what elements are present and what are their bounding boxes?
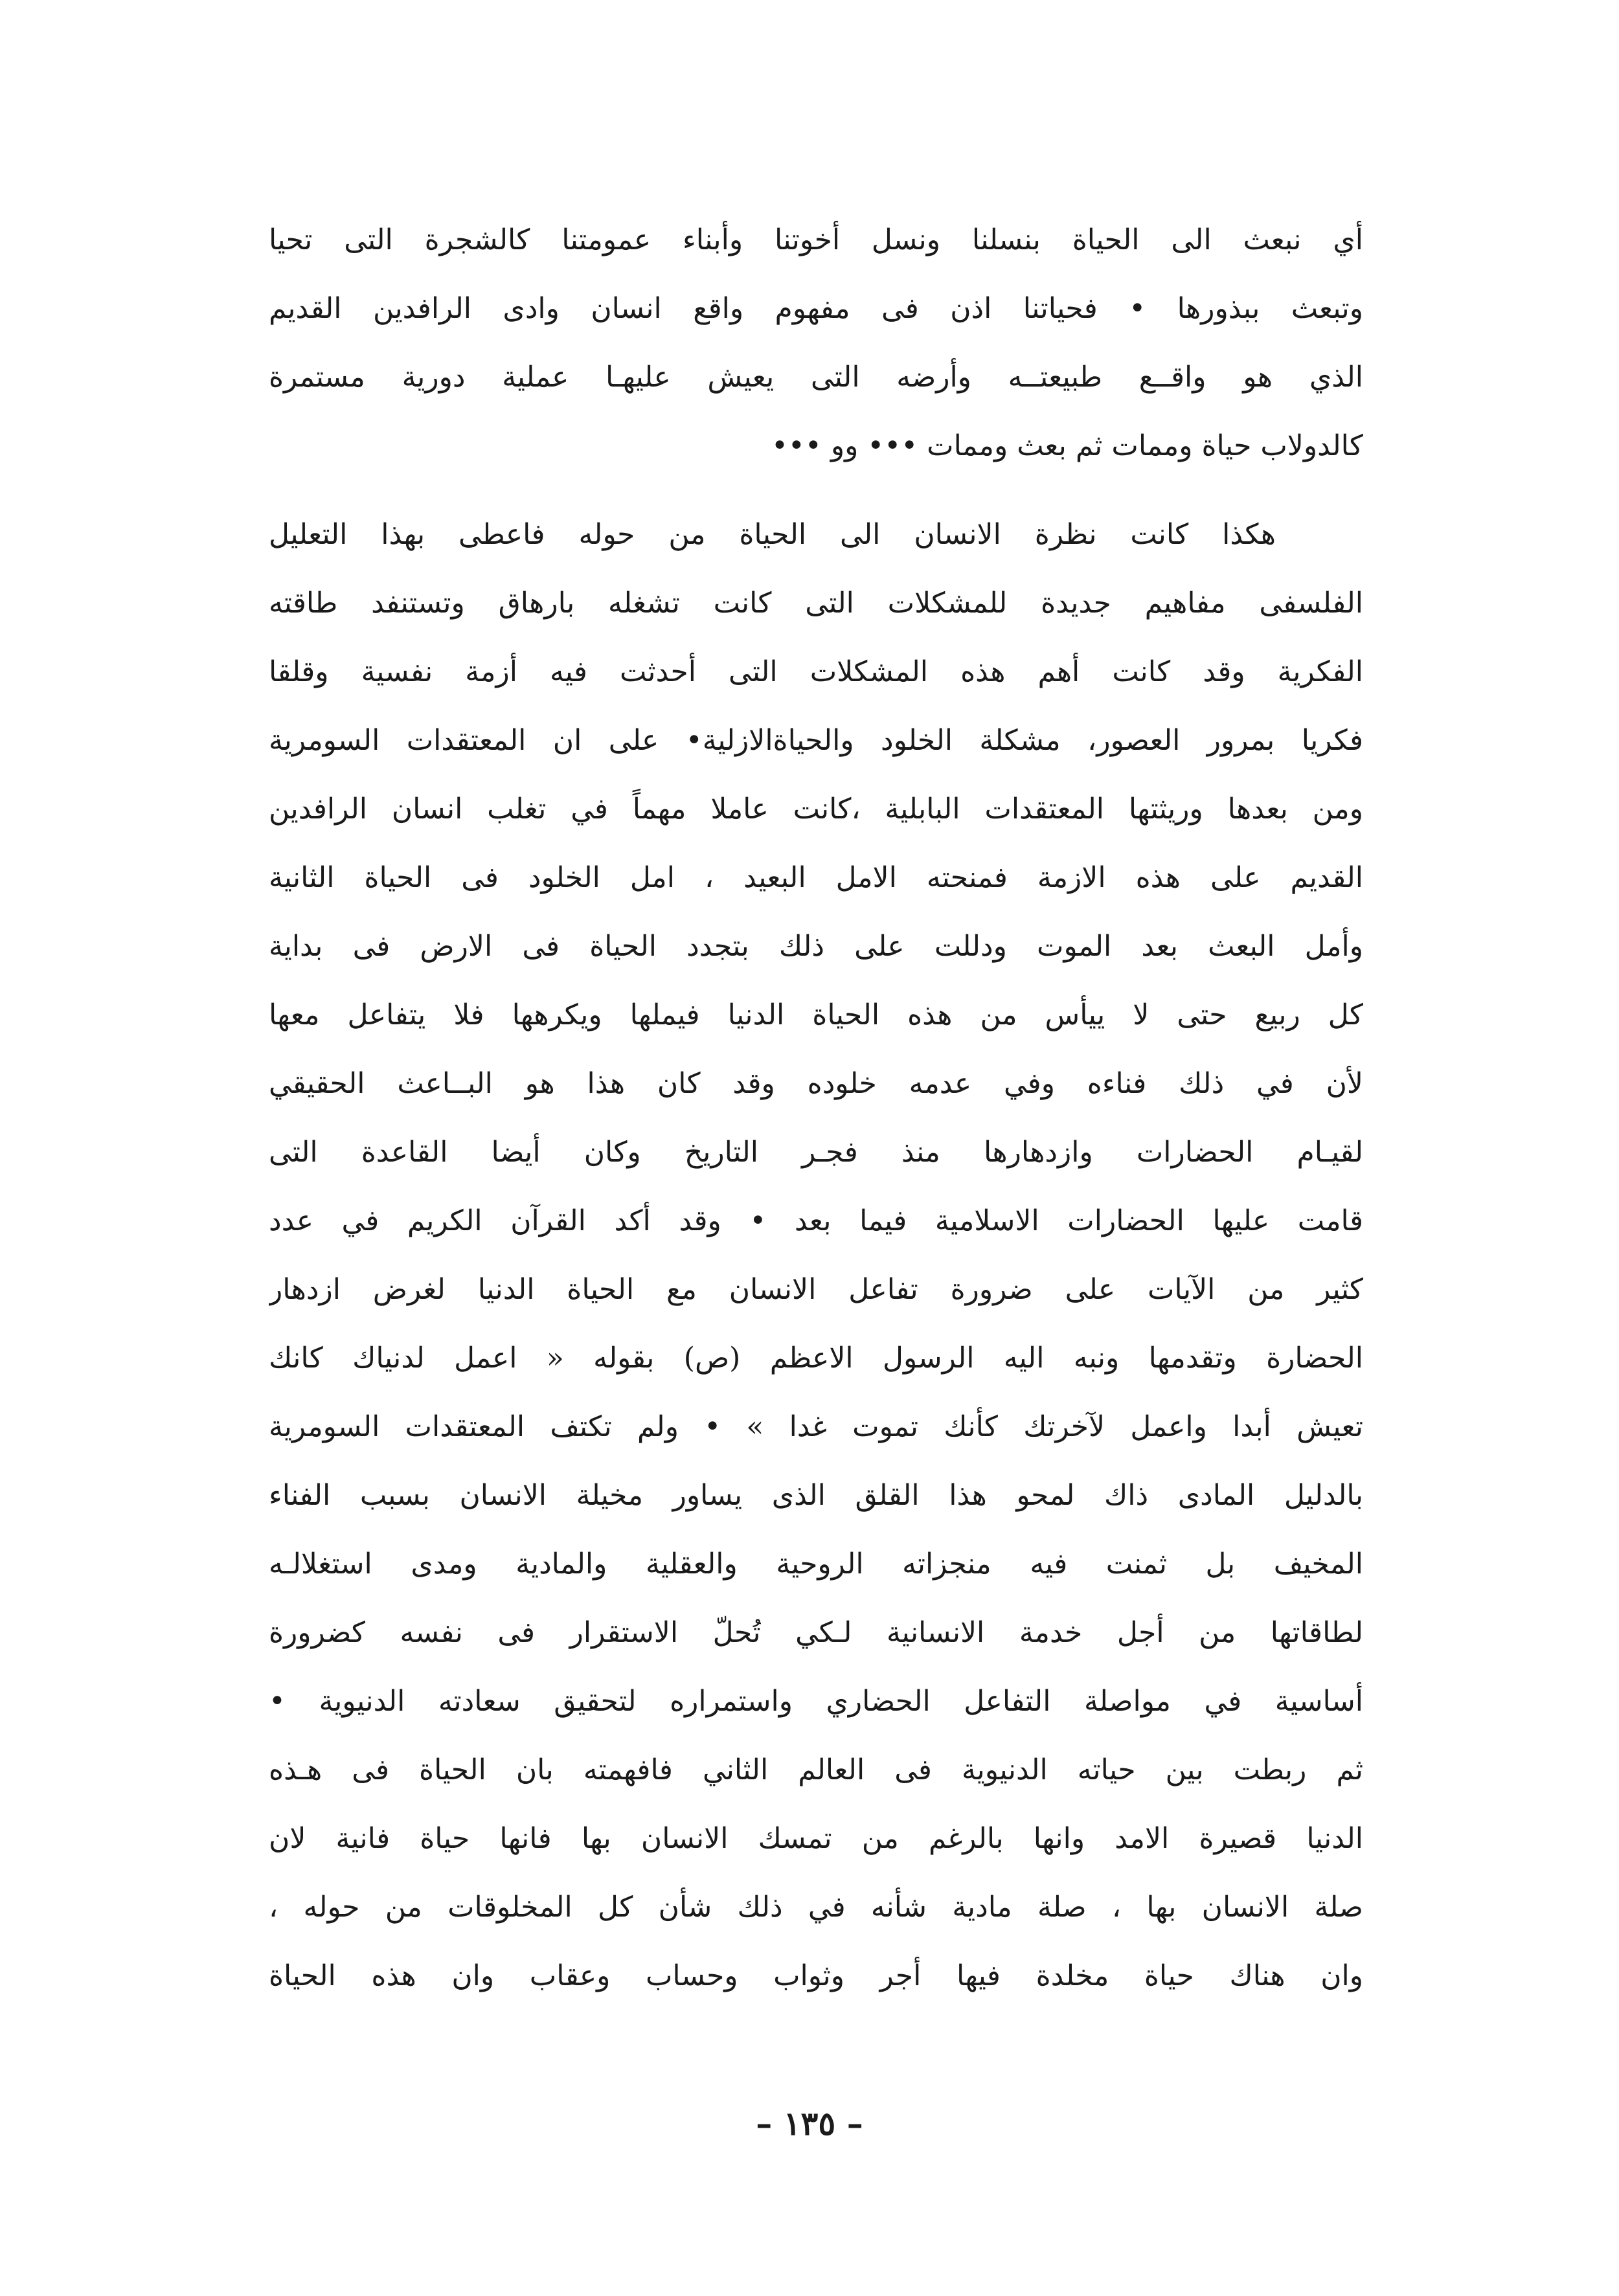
text-line: كثير من الآيات على ضرورة تفاعل الانسان مع الحياة الدنيا لغرض ازدهار <box>269 1273 1363 1306</box>
text-line: كالدولاب حياة وممات ثم بعث وممات ••• وو ••• <box>771 429 1363 462</box>
text-line: قامت عليها الحضارات الاسلامية فيما بعد • وقد أكد القرآن الكريم في عدد <box>269 1204 1363 1237</box>
text-line: الحضارة وتقدمها ونبه اليه الرسول الاعظم (ص) بقوله « اعمل لدنياك كانك <box>269 1342 1363 1375</box>
text-line: وان هناك حياة مخلدة فيها أجر وثواب وحساب وعقاب وان هذه الحياة <box>269 1959 1363 1992</box>
text-line: الفلسفى مفاهيم جديدة للمشكلات التى كانت تشغله بارهاق وتستنفد طاقته <box>269 587 1363 620</box>
text-line: وأمل البعث بعد الموت ودللت على ذلك بتجدد الحياة فى الارض فى بداية <box>269 930 1363 963</box>
text-line: أساسية في مواصلة التفاعل الحضاري واستمراره لتحقيق سعادته الدنيوية • <box>269 1685 1363 1718</box>
text-line: وتبعث ببذورها • فحياتنا اذن فى مفهوم واقع انسان وادى الرافدين القديم <box>269 292 1363 325</box>
text-line: بالدليل المادى ذاك لمحو هذا القلق الذى يساور مخيلة الانسان بسبب الفناء <box>269 1479 1363 1512</box>
text-line: أي نبعث الى الحياة بنسلنا ونسل أخوتنا وأبناء عمومتنا كالشجرة التى تحيا <box>269 223 1363 256</box>
paragraph-2 <box>269 501 1363 2010</box>
text-line: المخيف بل ثمنت فيه منجزاته الروحية والعقلية والمادية ومدى استغلالـه <box>269 1548 1363 1581</box>
page-number: – ١٣٥ – <box>756 2104 863 2143</box>
text-line: الدنيا قصيرة الامد وانها بالرغم من تمسك الانسان بها فانها حياة فانية لان <box>269 1822 1363 1855</box>
text-line: لأن في ذلك فناءه وفي عدمه خلوده وقد كان هذا هو البــاعث الحقيقي <box>269 1067 1363 1100</box>
text-line: لقيـام الحضارات وازدهارها منذ فجـر التاريخ وكان أيضا القاعدة التى <box>269 1136 1363 1169</box>
text-line: تعيش أبدا واعمل لآخرتك كأنك تموت غدا » • ولم تكتف المعتقدات السومرية <box>269 1410 1363 1443</box>
text-line: صلة الانسان بها ، صلة مادية شأنه في ذلك شأن كل المخلوقات من حوله ، <box>269 1891 1363 1924</box>
text-line: الفكرية وقد كانت أهم هذه المشكلات التى أحدثت فيه أزمة نفسية وقلقا <box>269 655 1363 688</box>
text-line: ثم ربطت بين حياته الدنيوية فى العالم الثاني فافهمته بان الحياة فى هـذه <box>269 1753 1363 1786</box>
text-line: لطاقاتها من أجل خدمة الانسانية لـكي تُحلّ الاستقرار فى نفسه كضرورة <box>269 1616 1363 1649</box>
text-line: القديم على هذه الازمة فمنحته الامل البعيد ، امل الخلود فى الحياة الثانية <box>269 861 1363 894</box>
text-line: ومن بعدها وريثتها المعتقدات البابلية ،كانت عاملا مهماً في تغلب انسان الرافدين <box>269 793 1363 826</box>
text-line: هكذا كانت نظرة الانسان الى الحياة من حوله فاعطى بهذا التعليل <box>269 518 1276 551</box>
text-line: كل ربيع حتى لا ييأس من هذه الحياة الدنيا فيملها ويكرهها فلا يتفاعل معها <box>269 998 1363 1031</box>
paragraph-1 <box>269 206 1363 480</box>
text-line: فكريا بمرور العصور، مشكلة الخلود والحياةالازلية• على ان المعتقدات السومرية <box>269 724 1363 757</box>
text-line: الذي هو واقــع طبيعتــه وأرضه التى يعيش عليهـا عملية دورية مستمرة <box>269 361 1363 394</box>
